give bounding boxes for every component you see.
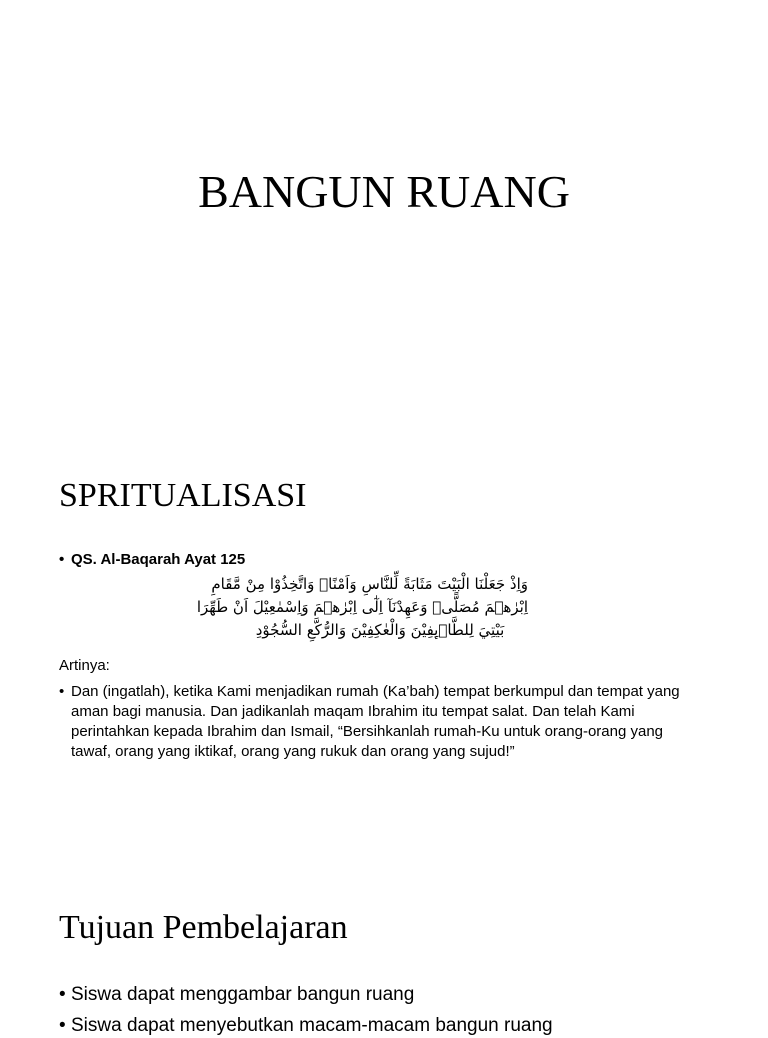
- slide-heading: SPRITUALISASI: [59, 477, 307, 514]
- meaning-label: Artinya:: [59, 657, 110, 674]
- objective-item: [59, 983, 414, 1007]
- slide-learning-objectives: [0, 864, 768, 1036]
- bullet-icon: •: [59, 551, 65, 568]
- slide-spiritualisasi: [0, 432, 768, 816]
- bullet-icon: •: [59, 1015, 66, 1036]
- arabic-line: وَاِذْ جَعَلْنَا الْبَيْتَ مَثَابَةً لِّلنَّاسِ وَاَمْنًاۗ وَاتَّخِذُوْا مِنْ مَّقَامِ: [211, 575, 528, 593]
- bullet-icon: •: [59, 984, 66, 1005]
- translation-bullet: [59, 682, 699, 762]
- arabic-line: اِبْرٰهٖمَ مُصَلًّىۗ وَعَهِدْنَآ اِلٰٓى اِبْرٰهٖمَ وَاِسْمٰعِيْلَ اَنْ طَهِّرَا: [196, 598, 528, 616]
- verse-reference: QS. Al-Baqarah Ayat 125: [71, 551, 246, 568]
- slide-title-page: [0, 0, 768, 384]
- arabic-verse: [196, 573, 528, 642]
- slide-main-title: BANGUN RUANG: [198, 166, 570, 217]
- verse-translation: Dan (ingatlah), ketika Kami menjadikan rumah (Ka’bah) tempat berkumpul dan tempat yang aman bagi manusia. Dan jadikanlah maqam Ibrahim itu tempat salat. Dan telah Kami perintahkan kepada Ibrahim dan Ismail, “Bersihkanlah rumah-Ku untuk orang-orang yang tawaf, orang yang iktikaf, orang yang rukuk dan orang yang sujud!”: [71, 683, 680, 760]
- reference-bullet: [59, 550, 245, 569]
- objective-text: Siswa dapat menggambar bangun ruang: [71, 984, 415, 1005]
- slide-heading: Tujuan Pembelajaran: [59, 909, 348, 946]
- arabic-line: بَيْتِيَ لِلطَّاۤىِٕفِيْنَ وَالْعٰكِفِيْنَ وَالرُّكَّعِ السُّجُوْدِ: [255, 621, 505, 639]
- objective-item: [59, 1014, 553, 1038]
- objective-text: Siswa dapat menyebutkan macam-macam bangun ruang: [71, 1015, 553, 1036]
- bullet-icon: •: [59, 683, 65, 700]
